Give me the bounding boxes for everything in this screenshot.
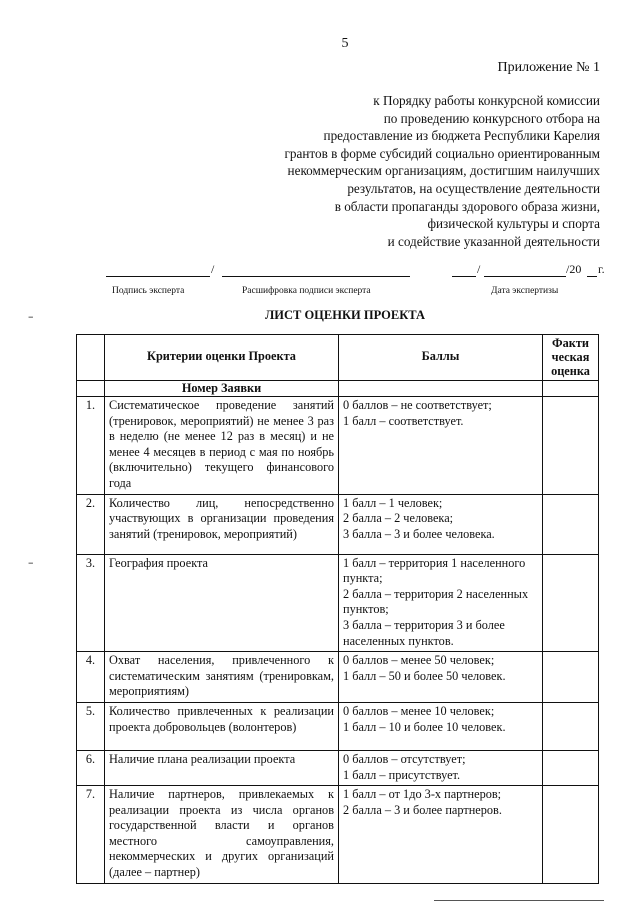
- points-cell: [339, 786, 543, 884]
- table-row: [77, 652, 599, 703]
- row-number: 3.: [77, 554, 105, 652]
- review-year-line[interactable]: [587, 276, 597, 277]
- header-actual-score: [543, 335, 599, 381]
- margin-mark: –: [28, 310, 34, 323]
- table-cell: [77, 381, 105, 397]
- table-row: [77, 702, 599, 750]
- criterion-text: Количество привлеченных к реализации проекта добровольцев (волонтеров): [105, 702, 339, 750]
- row-number: 6.: [77, 750, 105, 785]
- expert-signature-caption: Подпись эксперта: [112, 286, 185, 296]
- points-cell: [339, 554, 543, 652]
- points-line: 3 балла – территория 3 и более населенных пунктов.: [343, 617, 505, 648]
- row-number: 7.: [77, 786, 105, 884]
- points-line: 0 баллов – не соответствует;: [343, 398, 492, 412]
- actual-score-cell[interactable]: [543, 750, 599, 785]
- row-number: 5.: [77, 702, 105, 750]
- review-day-line[interactable]: [452, 276, 476, 277]
- date-suffix: г.: [598, 262, 605, 276]
- points-line: 0 баллов – отсутствует;: [343, 751, 466, 766]
- date-slash: /: [477, 262, 481, 276]
- table-row: [77, 554, 599, 652]
- table-row: [77, 494, 599, 554]
- points-line: 2 балла – 2 человека;: [343, 511, 454, 526]
- review-date-caption: Дата экспертизы: [491, 286, 559, 296]
- points-line: 3 балла – 3 и более человека.: [343, 526, 495, 541]
- points-cell: [339, 750, 543, 785]
- row-number: 1.: [77, 397, 105, 495]
- points-line: 1 балл – 50 и более 50 человек.: [343, 668, 506, 683]
- points-cell: [339, 397, 543, 495]
- points-cell: [339, 494, 543, 554]
- table-row: [77, 786, 599, 884]
- actual-score-cell[interactable]: [543, 397, 599, 495]
- expert-signature-line[interactable]: [106, 276, 210, 277]
- bottom-divider: [434, 900, 604, 901]
- points-line: 1 балл – 10 и более 10 человек.: [343, 719, 506, 734]
- points-line: 1 балл – присутствует.: [343, 767, 461, 782]
- order-line: в области пропаганды здорового образа жизни,: [334, 198, 600, 214]
- page-number: 5: [341, 36, 349, 51]
- table-row: [77, 750, 599, 785]
- actual-score-cell[interactable]: [543, 702, 599, 750]
- date-year-prefix: /20: [566, 262, 582, 276]
- criterion-text: Охват населения, привлеченного к систематическим занятиям (тренировкам, мероприятиям): [105, 652, 339, 703]
- order-line: и содействие указанной деятельности: [387, 233, 600, 249]
- points-line: 1 балл – 1 человек;: [343, 495, 443, 510]
- evaluation-table: [76, 334, 599, 884]
- table-header-row: [77, 335, 599, 381]
- signature-slash: /: [211, 262, 215, 276]
- points-cell: [339, 652, 543, 703]
- order-reference: [240, 92, 600, 250]
- signature-transcript-caption: Расшифровка подписи эксперта: [242, 286, 371, 296]
- application-number-label: Номер Заявки: [105, 381, 339, 397]
- order-line: результатов, на осуществление деятельности: [347, 180, 600, 196]
- criterion-text: Количество лиц, непосредственно участвующих в организации проведения занятий (тренировок, мероприятий): [105, 494, 339, 554]
- row-number: 4.: [77, 652, 105, 703]
- appendix-label: Приложение № 1: [497, 60, 600, 75]
- order-line: грантов в форме субсидий социально ориентированным: [284, 145, 600, 161]
- actual-score-cell[interactable]: [543, 554, 599, 652]
- criterion-text: Наличие плана реализации проекта: [105, 750, 339, 785]
- application-number-row: [77, 381, 599, 397]
- header-number-cell: [77, 335, 105, 381]
- points-line: 1 балл – соответствует.: [343, 413, 464, 428]
- header-actual-score-line: ческая: [551, 350, 590, 364]
- table-cell: [543, 381, 599, 397]
- review-month-line[interactable]: [484, 276, 566, 277]
- header-points: Баллы: [339, 335, 543, 381]
- header-actual-score-line: оценка: [551, 364, 590, 378]
- table-row: [77, 397, 599, 495]
- sheet-title: ЛИСТ ОЦЕНКИ ПРОЕКТА: [264, 308, 426, 322]
- actual-score-cell[interactable]: [543, 786, 599, 884]
- application-number-field[interactable]: [339, 381, 543, 397]
- order-line: физической культуры и спорта: [427, 216, 600, 232]
- points-line: 1 балл – территория 1 населенного пункта;: [343, 555, 526, 586]
- points-line: 0 баллов – менее 10 человек;: [343, 703, 495, 718]
- row-number: 2.: [77, 494, 105, 554]
- points-line: 1 балл – от 1до 3-х партнеров;: [343, 787, 502, 802]
- criterion-text: Систематическое проведение занятий (тренировок, мероприятий) не менее 3 раз в неделю (не менее 12 раз в месяц) и не менее 4 месяцев в период с мая по ноябрь (включительно) текущего финансового года: [105, 397, 339, 495]
- actual-score-cell[interactable]: [543, 494, 599, 554]
- criterion-text: Наличие партнеров, привлекаемых к реализации проекта из числа органов государственной власти и органов местного самоуправления, некоммерческих и других организаций (далее – партнер): [105, 786, 339, 884]
- points-line: 2 балла – 3 и более партнеров.: [343, 802, 502, 817]
- margin-mark: –: [28, 556, 34, 569]
- points-line: 2 балла – территория 2 населенных пунктов;: [343, 586, 529, 617]
- order-line: некоммерческим организациям, достигшим наилучших: [287, 163, 600, 179]
- order-line: по проведению конкурсного отбора на: [383, 110, 600, 126]
- criterion-text: География проекта: [105, 554, 339, 652]
- actual-score-cell[interactable]: [543, 652, 599, 703]
- header-actual-score-line: Факти: [552, 336, 589, 350]
- header-criteria: Критерии оценки Проекта: [105, 335, 339, 381]
- order-line: к Порядку работы конкурсной комиссии: [373, 93, 600, 108]
- points-line: 0 баллов – менее 50 человек;: [343, 653, 495, 668]
- signature-transcript-line[interactable]: [222, 276, 410, 277]
- order-line: предоставление из бюджета Республики Карелия: [323, 128, 600, 144]
- points-cell: [339, 702, 543, 750]
